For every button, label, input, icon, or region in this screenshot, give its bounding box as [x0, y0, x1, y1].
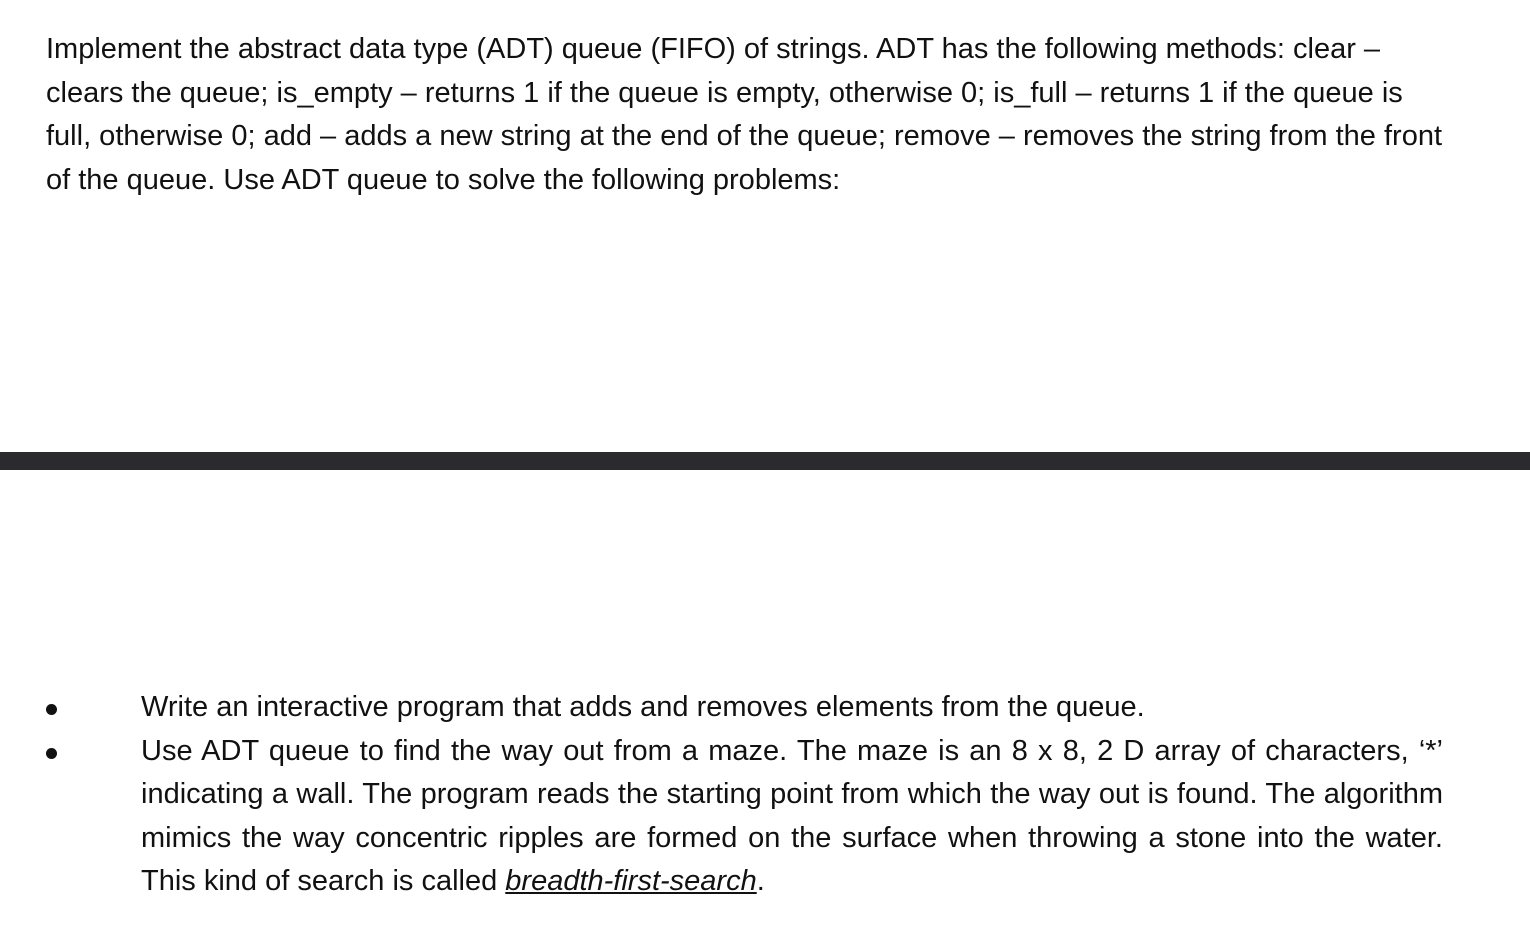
section-divider — [0, 452, 1530, 470]
list-item — [0, 730, 1530, 904]
bullet-icon — [46, 748, 57, 759]
bfs-term: breadth-first-search — [505, 865, 757, 897]
bullet-icon — [46, 704, 57, 715]
list-item-text-tail: . — [756, 865, 765, 897]
list-item — [0, 686, 1530, 730]
list-item-text-lead: Use ADT queue to find the way out from a maze. The maze is an 8 x 8, 2 D array of characters, ‘*’ indicating a wall. The program reads the starting point from which the way out is found. The algorithm mimics the way concentric ripples are formed on the surface when throwing a stone into the water. This kind of search is called — [141, 734, 1443, 897]
list-item-text — [141, 730, 1443, 904]
intro-paragraph: Implement the abstract data type (ADT) queue (FIFO) of strings. ADT has the following methods: clear – clears the queue; is_empty – returns 1 if the queue is empty, otherwise 0; is_full – returns 1 if the queue is full, otherwise 0; add – adds a new string at the end of the queue; remove – removes the string from the front of the queue. Use ADT queue to solve the following problems: — [46, 33, 1443, 196]
list-item-text: Write an interactive program that adds and removes elements from the queue. — [141, 691, 1145, 723]
problem-list — [0, 686, 1530, 904]
